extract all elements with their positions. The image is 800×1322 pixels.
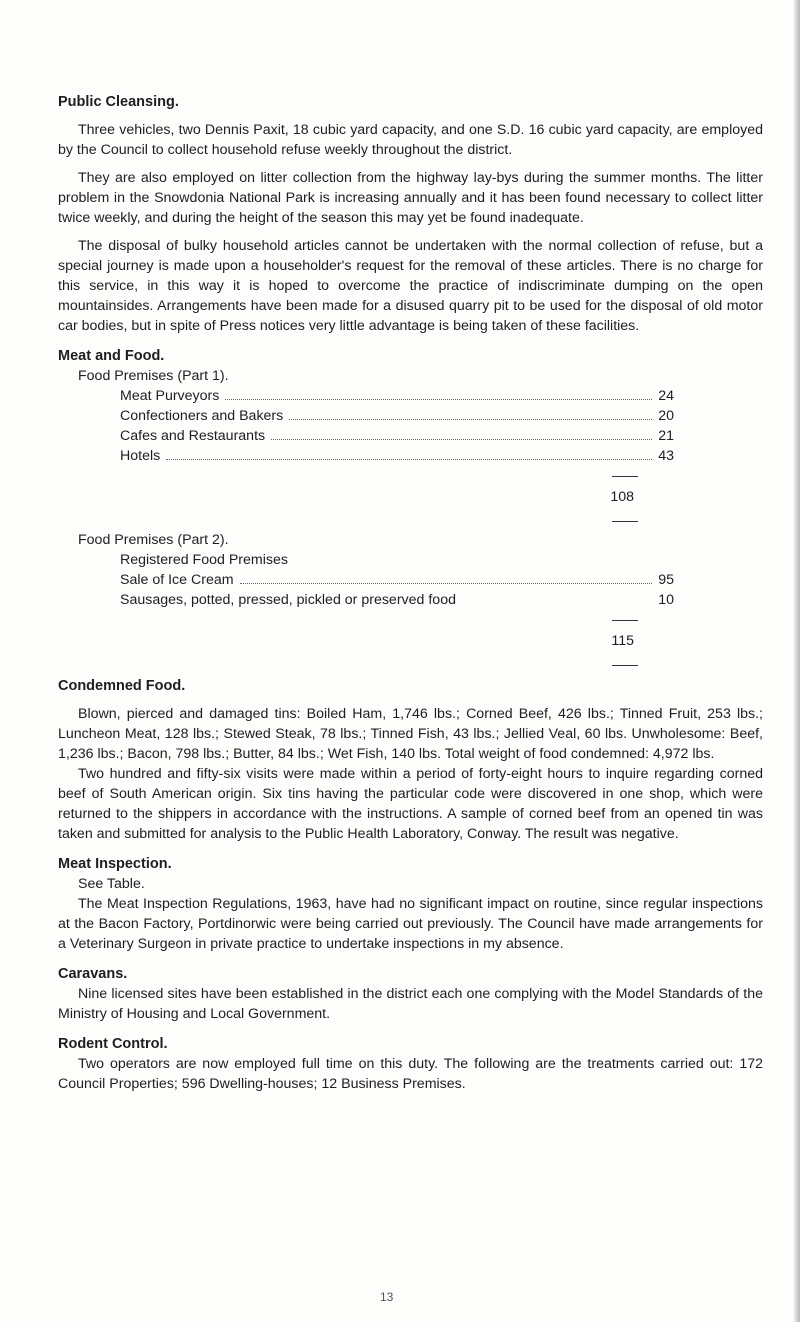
rodent-control-para: Two operators are now employed full time on this duty. The following are the treatments carried out: 172 Council Properties; 596 Dwelling-houses; 12 Business Premises. <box>58 1056 763 1092</box>
total-rule <box>612 665 638 666</box>
meat-inspection-see: See Table. <box>78 876 145 892</box>
public-cleansing-para-1: Three vehicles, two Dennis Paxit, 18 cubic yard capacity, and one S.D. 16 cubic yard capacity, are employed by the Council to collect household refuse weekly throughout the district. <box>58 122 763 158</box>
part2-total: 115 <box>611 633 634 649</box>
total-rule <box>612 521 638 522</box>
public-cleansing-heading: Public Cleansing. <box>58 94 179 110</box>
part2-subheading: Registered Food Premises <box>120 552 288 568</box>
list-item: Sale of Ice Cream 95 <box>120 572 674 588</box>
meat-inspection-para: The Meat Inspection Regulations, 1963, have had no significant impact on routine, since regular inspections at the Bacon Factory, Portdinorwic were being carried out previously. The Council have made arrangements for a Veterinary Surgeon in private practice to undertake inspections in my absence. <box>58 896 763 952</box>
meat-food-heading: Meat and Food. <box>58 348 165 364</box>
document-page <box>58 92 763 1094</box>
public-cleansing-para-2: They are also employed on litter collection from the highway lay-bys during the summer months. The litter problem in the Snowdonia National Park is increasing annually and it has been found necessary to collect litter twice weekly, and during the height of the season this may yet be found inadequate. <box>58 170 763 226</box>
food-premises-part1 <box>78 366 763 522</box>
list-item: Cafes and Restaurants 21 <box>120 428 674 444</box>
rodent-control-heading: Rodent Control. <box>58 1036 168 1052</box>
condemned-food-heading: Condemned Food. <box>58 678 186 694</box>
subtotal-rule <box>612 620 638 621</box>
part1-label: Food Premises (Part 1). <box>78 368 229 384</box>
page-edge-shadow <box>794 0 800 1322</box>
caravans-heading: Caravans. <box>58 966 128 982</box>
list-item: Confectioners and Bakers 20 <box>120 408 674 424</box>
list-item: Sausages, potted, pressed, pickled or preserved food 10 <box>120 592 674 608</box>
page-number: 13 <box>380 1290 394 1304</box>
list-item: Hotels 43 <box>120 448 674 464</box>
caravans-para: Nine licensed sites have been established in the district each one complying with the Model Standards of the Ministry of Housing and Local Government. <box>58 986 763 1022</box>
food-premises-part2 <box>78 530 763 666</box>
part1-total: 108 <box>610 489 634 505</box>
condemned-food-para-2: Two hundred and fifty-six visits were made within a period of forty-eight hours to inquire regarding corned beef of South American origin. Six tins having the particular code were discovered in one shop, which were returned to the shippers in accordance with the instructions. A sample of corned beef from an opened tin was taken and submitted for analysis to the Public Health Laboratory, Conway. The result was negative. <box>58 766 763 842</box>
part2-label: Food Premises (Part 2). <box>78 532 229 548</box>
meat-inspection-heading: Meat Inspection. <box>58 856 172 872</box>
subtotal-rule <box>612 476 638 477</box>
public-cleansing-para-3: The disposal of bulky household articles cannot be undertaken with the normal collection of refuse, but a special journey is made upon a householder's request for the removal of these articles. There is no charge for this service, in this way it is hoped to overcome the practice of indiscriminate dumping on the open mountainsides. Arrangements have been made for a disused quarry pit to be used for the disposal of old motor car bodies, but in spite of Press notices very little advantage is being taken of these facilities. <box>58 238 763 334</box>
list-item: Meat Purveyors 24 <box>120 388 674 404</box>
condemned-food-para-1: Blown, pierced and damaged tins: Boiled Ham, 1,746 lbs.; Corned Beef, 426 lbs.; Tinned Fruit, 253 lbs.; Luncheon Meat, 128 lbs.; Stewed Steak, 78 lbs.; Tinned Fish, 43 lbs.; Jellied Veal, 60 lbs. Unwholesome: Beef, 1,236 lbs.; Bacon, 798 lbs.; Butter, 84 lbs.; Wet Fish, 140 lbs. Total weight of food condemned: 4,972 lbs. <box>58 706 763 762</box>
